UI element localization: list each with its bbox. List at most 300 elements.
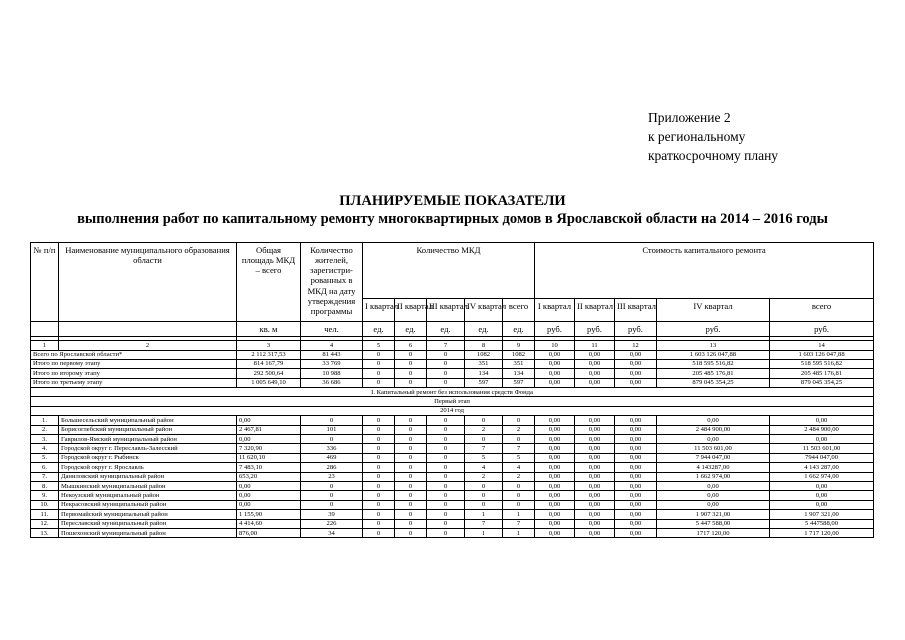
summary-cell: 292 500,64 — [237, 369, 301, 378]
unit-cost-total: руб. — [770, 322, 874, 337]
table-row — [31, 472, 874, 481]
summary-cell: 0 — [427, 369, 465, 378]
row-cell: 226 — [301, 519, 363, 528]
summary-cell: 0,00 — [575, 369, 615, 378]
summary-row — [31, 350, 874, 359]
row-cell: 0 — [427, 425, 465, 434]
row-cell: 0,00 — [535, 500, 575, 509]
column-number: 5 — [363, 341, 395, 350]
municipality-name: Некоузский муниципальный район — [59, 491, 237, 500]
row-cell: 0 — [465, 491, 503, 500]
summary-cell: 0 — [427, 350, 465, 359]
row-cell: 0,00 — [615, 519, 657, 528]
summary-cell: 205 485 176,81 — [770, 369, 874, 378]
column-number-row — [31, 341, 874, 350]
section-year: 2014 год — [31, 406, 874, 415]
section-row — [31, 397, 874, 406]
row-cell: 0,00 — [535, 482, 575, 491]
row-cell: 1 — [465, 528, 503, 537]
table-row — [31, 453, 874, 462]
row-cell: 0,00 — [535, 472, 575, 481]
row-cell: 2 484 900,00 — [770, 425, 874, 434]
municipality-name: Пошехонский муниципальный район — [59, 528, 237, 537]
row-cell: 0 — [395, 425, 427, 434]
row-cell: 0 — [427, 453, 465, 462]
row-cell: 2 — [465, 425, 503, 434]
row-cell: 0,00 — [237, 416, 301, 425]
unit-cost-q4: руб. — [657, 322, 770, 337]
row-cell: 0,00 — [575, 416, 615, 425]
row-cell: 0 — [427, 500, 465, 509]
row-cell: 0 — [427, 416, 465, 425]
row-cell: 0,00 — [615, 482, 657, 491]
summary-cell: 0,00 — [575, 378, 615, 387]
header-mkd-count: Количество МКД — [363, 243, 535, 299]
unit-q1: ед. — [363, 322, 395, 337]
row-cell: 0 — [465, 435, 503, 444]
row-cell: 0 — [427, 491, 465, 500]
header-num: № п/п — [31, 243, 59, 322]
row-cell: 101 — [301, 425, 363, 434]
row-cell: 2 — [465, 472, 503, 481]
row-cell: 0 — [427, 510, 465, 519]
row-cell: 0 — [465, 500, 503, 509]
row-cell: 0 — [301, 482, 363, 491]
summary-cell: 0,00 — [535, 359, 575, 368]
header-area: Общая площадь МКД – всего — [237, 243, 301, 322]
summary-cell: 879 045 354,25 — [657, 378, 770, 387]
row-cell: 0,00 — [615, 510, 657, 519]
row-number: 4. — [31, 444, 59, 453]
summary-cell: 518 595 516,82 — [770, 359, 874, 368]
row-cell: 0,00 — [615, 416, 657, 425]
row-cell: 0,00 — [615, 528, 657, 537]
summary-cell: 0,00 — [535, 369, 575, 378]
header-name: Наименование муниципального образования области — [59, 243, 237, 322]
summary-cell: 0 — [363, 378, 395, 387]
section-capital: I. Капитальный ремонт без использования средств Фонда — [31, 388, 874, 397]
table-row — [31, 528, 874, 537]
header-q1: I квартал — [363, 299, 395, 322]
row-cell: 11 620,10 — [237, 453, 301, 462]
summary-cell: 10 988 — [301, 369, 363, 378]
summary-cell: 134 — [465, 369, 503, 378]
row-cell: 0 — [427, 435, 465, 444]
row-cell: 0,00 — [237, 500, 301, 509]
summary-cell: 0,00 — [535, 378, 575, 387]
unit-cost-q3: руб. — [615, 322, 657, 337]
summary-cell: 1082 — [503, 350, 535, 359]
row-cell: 0,00 — [615, 463, 657, 472]
unit-area: кв. м — [237, 322, 301, 337]
row-cell: 0 — [363, 444, 395, 453]
row-number: 9. — [31, 491, 59, 500]
table-row — [31, 519, 874, 528]
row-cell: 7 — [503, 519, 535, 528]
summary-cell: 597 — [503, 378, 535, 387]
row-cell: 0,00 — [535, 453, 575, 462]
summary-cell: 1 005 649,10 — [237, 378, 301, 387]
unit-cost-q1: руб. — [535, 322, 575, 337]
summary-cell: 205 485 176,81 — [657, 369, 770, 378]
row-cell: 0,00 — [575, 528, 615, 537]
row-cell: 0 — [301, 500, 363, 509]
row-cell: 0 — [465, 482, 503, 491]
column-number: 6 — [395, 341, 427, 350]
row-cell: 0 — [363, 519, 395, 528]
municipality-name: Даниловский муниципальный район — [59, 472, 237, 481]
annex-line-2: к региональному — [648, 129, 746, 144]
row-cell: 0,00 — [657, 435, 770, 444]
summary-cell: 134 — [503, 369, 535, 378]
row-cell: 5 — [503, 453, 535, 462]
municipality-name: Мышкинский муниципальный район — [59, 482, 237, 491]
row-cell: 2 — [503, 472, 535, 481]
row-cell: 0 — [363, 472, 395, 481]
unit-q3: ед. — [427, 322, 465, 337]
section-row — [31, 388, 874, 397]
row-cell: 0,00 — [535, 519, 575, 528]
row-cell: 2 484 900,00 — [657, 425, 770, 434]
summary-cell: 0,00 — [575, 359, 615, 368]
row-cell: 0,00 — [575, 519, 615, 528]
row-cell: 1 907 321,00 — [770, 510, 874, 519]
unit-cost-q2: руб. — [575, 322, 615, 337]
row-number: 11. — [31, 510, 59, 519]
row-number: 10. — [31, 500, 59, 509]
header-cost-q3: III квартал — [615, 299, 657, 322]
summary-cell: 33 769 — [301, 359, 363, 368]
summary-label: Итого по второму этапу — [31, 369, 237, 378]
row-cell: 1 155,90 — [237, 510, 301, 519]
column-number: 9 — [503, 341, 535, 350]
row-cell: 0,00 — [575, 500, 615, 509]
row-cell: 0,00 — [615, 444, 657, 453]
row-cell: 0,00 — [770, 416, 874, 425]
summary-cell: 0 — [363, 359, 395, 368]
row-cell: 0,00 — [657, 491, 770, 500]
row-cell: 0,00 — [657, 482, 770, 491]
row-cell: 11 503 601,00 — [770, 444, 874, 453]
row-cell: 0 — [363, 482, 395, 491]
header-row — [31, 243, 874, 299]
row-cell: 7 483,10 — [237, 463, 301, 472]
header-cost-q1: I квартал — [535, 299, 575, 322]
table-row — [31, 510, 874, 519]
row-cell: 0,00 — [615, 500, 657, 509]
summary-row — [31, 369, 874, 378]
row-cell: 5 447 588,00 — [657, 519, 770, 528]
table-row — [31, 444, 874, 453]
row-cell: 0,00 — [575, 444, 615, 453]
row-cell: 0,00 — [535, 416, 575, 425]
summary-cell: 0,00 — [575, 350, 615, 359]
summary-cell: 0 — [395, 369, 427, 378]
summary-cell: 0 — [395, 378, 427, 387]
municipality-name: Первомайский муниципальный район — [59, 510, 237, 519]
header-q2: II квартал — [395, 299, 427, 322]
row-cell: 0,00 — [770, 500, 874, 509]
row-cell: 4 — [465, 463, 503, 472]
column-number: 8 — [465, 341, 503, 350]
header-cost: Стоимость капитального ремонта — [535, 243, 874, 299]
summary-row — [31, 359, 874, 368]
header-total: всего — [503, 299, 535, 322]
document-title: ПЛАНИРУЕМЫЕ ПОКАЗАТЕЛИ — [339, 193, 566, 209]
unit-people: чел. — [301, 322, 363, 337]
column-number: 11 — [575, 341, 615, 350]
row-cell: 0,00 — [575, 435, 615, 444]
annex-line-3: краткосрочному плану — [648, 148, 779, 163]
header-q4: IV квартал — [465, 299, 503, 322]
row-number: 2. — [31, 425, 59, 434]
summary-cell: 351 — [503, 359, 535, 368]
table-row — [31, 435, 874, 444]
row-cell: 0 — [395, 453, 427, 462]
unit-q2: ед. — [395, 322, 427, 337]
row-cell: 0 — [363, 435, 395, 444]
row-cell: 1 — [503, 510, 535, 519]
summary-cell: 0,00 — [615, 378, 657, 387]
municipality-name: Городской округ г. Переславль-Залесский — [59, 444, 237, 453]
row-cell: 0 — [427, 472, 465, 481]
row-cell: 469 — [301, 453, 363, 462]
municipality-name: Большесельский муниципальный район — [59, 416, 237, 425]
row-cell: 0 — [363, 491, 395, 500]
row-cell: 0 — [363, 463, 395, 472]
unit-q4: ед. — [465, 322, 503, 337]
row-cell: 0 — [503, 491, 535, 500]
header-q3: III квартал — [427, 299, 465, 322]
row-cell: 0,00 — [535, 435, 575, 444]
municipality-name: Городской округ г. Рыбинск — [59, 453, 237, 462]
summary-cell: 0 — [363, 350, 395, 359]
summary-cell: 814 167,79 — [237, 359, 301, 368]
row-cell: 5 447588,00 — [770, 519, 874, 528]
row-cell: 0,00 — [575, 453, 615, 462]
row-cell: 653,20 — [237, 472, 301, 481]
row-cell: 0,00 — [770, 491, 874, 500]
summary-cell: 597 — [465, 378, 503, 387]
row-number: 8. — [31, 482, 59, 491]
row-cell: 0,00 — [575, 491, 615, 500]
row-cell: 0,00 — [615, 425, 657, 434]
row-cell: 0 — [503, 435, 535, 444]
row-cell: 0 — [395, 444, 427, 453]
row-cell: 0,00 — [615, 435, 657, 444]
row-cell: 0,00 — [575, 482, 615, 491]
summary-cell: 0 — [363, 369, 395, 378]
column-number: 10 — [535, 341, 575, 350]
row-cell: 0 — [363, 425, 395, 434]
row-cell: 7944 047,00 — [770, 453, 874, 462]
row-cell: 0 — [301, 491, 363, 500]
summary-cell: 879 045 354,25 — [770, 378, 874, 387]
row-cell: 0,00 — [657, 416, 770, 425]
row-cell: 1 662 974,00 — [657, 472, 770, 481]
row-cell: 0,00 — [615, 472, 657, 481]
row-cell: 4 414,60 — [237, 519, 301, 528]
row-cell: 0,00 — [535, 463, 575, 472]
row-cell: 0 — [395, 482, 427, 491]
row-number: 13. — [31, 528, 59, 537]
row-cell: 0 — [427, 444, 465, 453]
row-cell: 7 — [465, 519, 503, 528]
row-number: 3. — [31, 435, 59, 444]
row-cell: 0,00 — [237, 435, 301, 444]
row-cell: 0,00 — [535, 491, 575, 500]
summary-row — [31, 378, 874, 387]
row-cell: 0,00 — [535, 528, 575, 537]
row-cell: 7 320,90 — [237, 444, 301, 453]
header-residents: Количество жителей, зарегистри-рованных в МКД на дату утверждения программы — [301, 243, 363, 322]
row-cell: 0 — [503, 500, 535, 509]
header-cost-q4: IV квартал — [657, 299, 770, 322]
row-cell: 0 — [427, 519, 465, 528]
row-cell: 286 — [301, 463, 363, 472]
row-cell: 0,00 — [237, 491, 301, 500]
annex-line-1: Приложение 2 — [648, 110, 731, 125]
municipality-name: Городской округ г. Ярославль — [59, 463, 237, 472]
column-number: 4 — [301, 341, 363, 350]
row-cell: 0,00 — [237, 482, 301, 491]
row-cell: 876,00 — [237, 528, 301, 537]
row-cell: 23 — [301, 472, 363, 481]
section-row — [31, 406, 874, 415]
table-row — [31, 416, 874, 425]
row-cell: 0,00 — [575, 425, 615, 434]
row-cell: 0 — [395, 416, 427, 425]
row-cell: 0 — [395, 435, 427, 444]
header-cost-total: всего — [770, 299, 874, 322]
row-cell: 0 — [363, 416, 395, 425]
summary-cell: 0 — [395, 359, 427, 368]
header-cost-q2: II квартал — [575, 299, 615, 322]
row-cell: 39 — [301, 510, 363, 519]
row-cell: 0,00 — [535, 510, 575, 519]
column-number: 1 — [31, 341, 59, 350]
row-cell: 0,00 — [535, 444, 575, 453]
row-cell: 1 — [465, 510, 503, 519]
column-number: 14 — [770, 341, 874, 350]
indicators-table — [30, 242, 874, 538]
row-cell: 0 — [395, 491, 427, 500]
row-cell: 2 467,81 — [237, 425, 301, 434]
row-cell: 0 — [301, 416, 363, 425]
row-cell: 0 — [363, 528, 395, 537]
row-cell: 0,00 — [770, 482, 874, 491]
summary-cell: 518 595 516,82 — [657, 359, 770, 368]
municipality-name: Переславский муниципальный район — [59, 519, 237, 528]
row-cell: 0 — [503, 416, 535, 425]
row-cell: 7 — [465, 444, 503, 453]
row-number: 5. — [31, 453, 59, 462]
summary-cell: 81 443 — [301, 350, 363, 359]
summary-cell: 1 603 126 047,88 — [657, 350, 770, 359]
municipality-name: Некрасовский муниципальный район — [59, 500, 237, 509]
row-cell: 0 — [363, 510, 395, 519]
summary-label: Итого по первому этапу — [31, 359, 237, 368]
row-cell: 0 — [465, 416, 503, 425]
row-cell: 0,00 — [657, 500, 770, 509]
row-cell: 4 — [503, 463, 535, 472]
summary-cell: 36 686 — [301, 378, 363, 387]
table-row — [31, 500, 874, 509]
row-cell: 336 — [301, 444, 363, 453]
row-cell: 0,00 — [575, 510, 615, 519]
row-cell: 2 — [503, 425, 535, 434]
row-number: 7. — [31, 472, 59, 481]
row-cell: 0 — [395, 500, 427, 509]
column-number: 7 — [427, 341, 465, 350]
row-cell: 0,00 — [575, 472, 615, 481]
row-cell: 0 — [395, 528, 427, 537]
summary-cell: 351 — [465, 359, 503, 368]
summary-cell: 0,00 — [615, 369, 657, 378]
row-cell: 0,00 — [615, 491, 657, 500]
row-number: 12. — [31, 519, 59, 528]
summary-cell: 0 — [395, 350, 427, 359]
row-cell: 0 — [363, 500, 395, 509]
section-stage: Первый этап — [31, 397, 874, 406]
row-cell: 1 717 120,00 — [770, 528, 874, 537]
row-cell: 7 944 047,00 — [657, 453, 770, 462]
column-number: 3 — [237, 341, 301, 350]
column-number: 12 — [615, 341, 657, 350]
row-cell: 7 — [503, 444, 535, 453]
row-cell: 0 — [395, 510, 427, 519]
summary-cell: 0,00 — [535, 350, 575, 359]
table-row — [31, 425, 874, 434]
row-cell: 0 — [503, 482, 535, 491]
row-cell: 0,00 — [575, 463, 615, 472]
table-row — [31, 463, 874, 472]
document-subtitle: выполнения работ по капитальному ремонту многоквартирных домов в Ярославской области на 2014 – 2016 годы — [77, 211, 828, 227]
row-cell: 0 — [301, 435, 363, 444]
row-cell: 0,00 — [770, 435, 874, 444]
row-cell: 1 662 974,00 — [770, 472, 874, 481]
row-cell: 11 503 601,00 — [657, 444, 770, 453]
summary-cell: 0 — [427, 359, 465, 368]
row-cell: 0 — [395, 463, 427, 472]
row-cell: 4 143287,00 — [657, 463, 770, 472]
row-cell: 0 — [395, 472, 427, 481]
row-cell: 0,00 — [535, 425, 575, 434]
summary-cell: 0,00 — [615, 350, 657, 359]
row-number: 1. — [31, 416, 59, 425]
row-cell: 4 143 287,00 — [770, 463, 874, 472]
row-cell: 0 — [427, 482, 465, 491]
annex-note — [648, 108, 778, 165]
summary-label: Итого по третьему этапу — [31, 378, 237, 387]
row-number: 6. — [31, 463, 59, 472]
row-cell: 1 907 321,00 — [657, 510, 770, 519]
row-cell: 1717 120,00 — [657, 528, 770, 537]
units-row — [31, 322, 874, 337]
row-cell: 5 — [465, 453, 503, 462]
summary-label: Всего по Ярославской области* — [31, 350, 237, 359]
table-row — [31, 491, 874, 500]
municipality-name: Борисоглебский муниципальный район — [59, 425, 237, 434]
column-number: 13 — [657, 341, 770, 350]
municipality-name: Гаврилов-Ямский муниципальный район — [59, 435, 237, 444]
summary-cell: 0,00 — [615, 359, 657, 368]
summary-cell: 1 603 126 047,88 — [770, 350, 874, 359]
row-cell: 1 — [503, 528, 535, 537]
summary-cell: 2 112 317,53 — [237, 350, 301, 359]
summary-cell: 0 — [427, 378, 465, 387]
row-cell: 0 — [395, 519, 427, 528]
